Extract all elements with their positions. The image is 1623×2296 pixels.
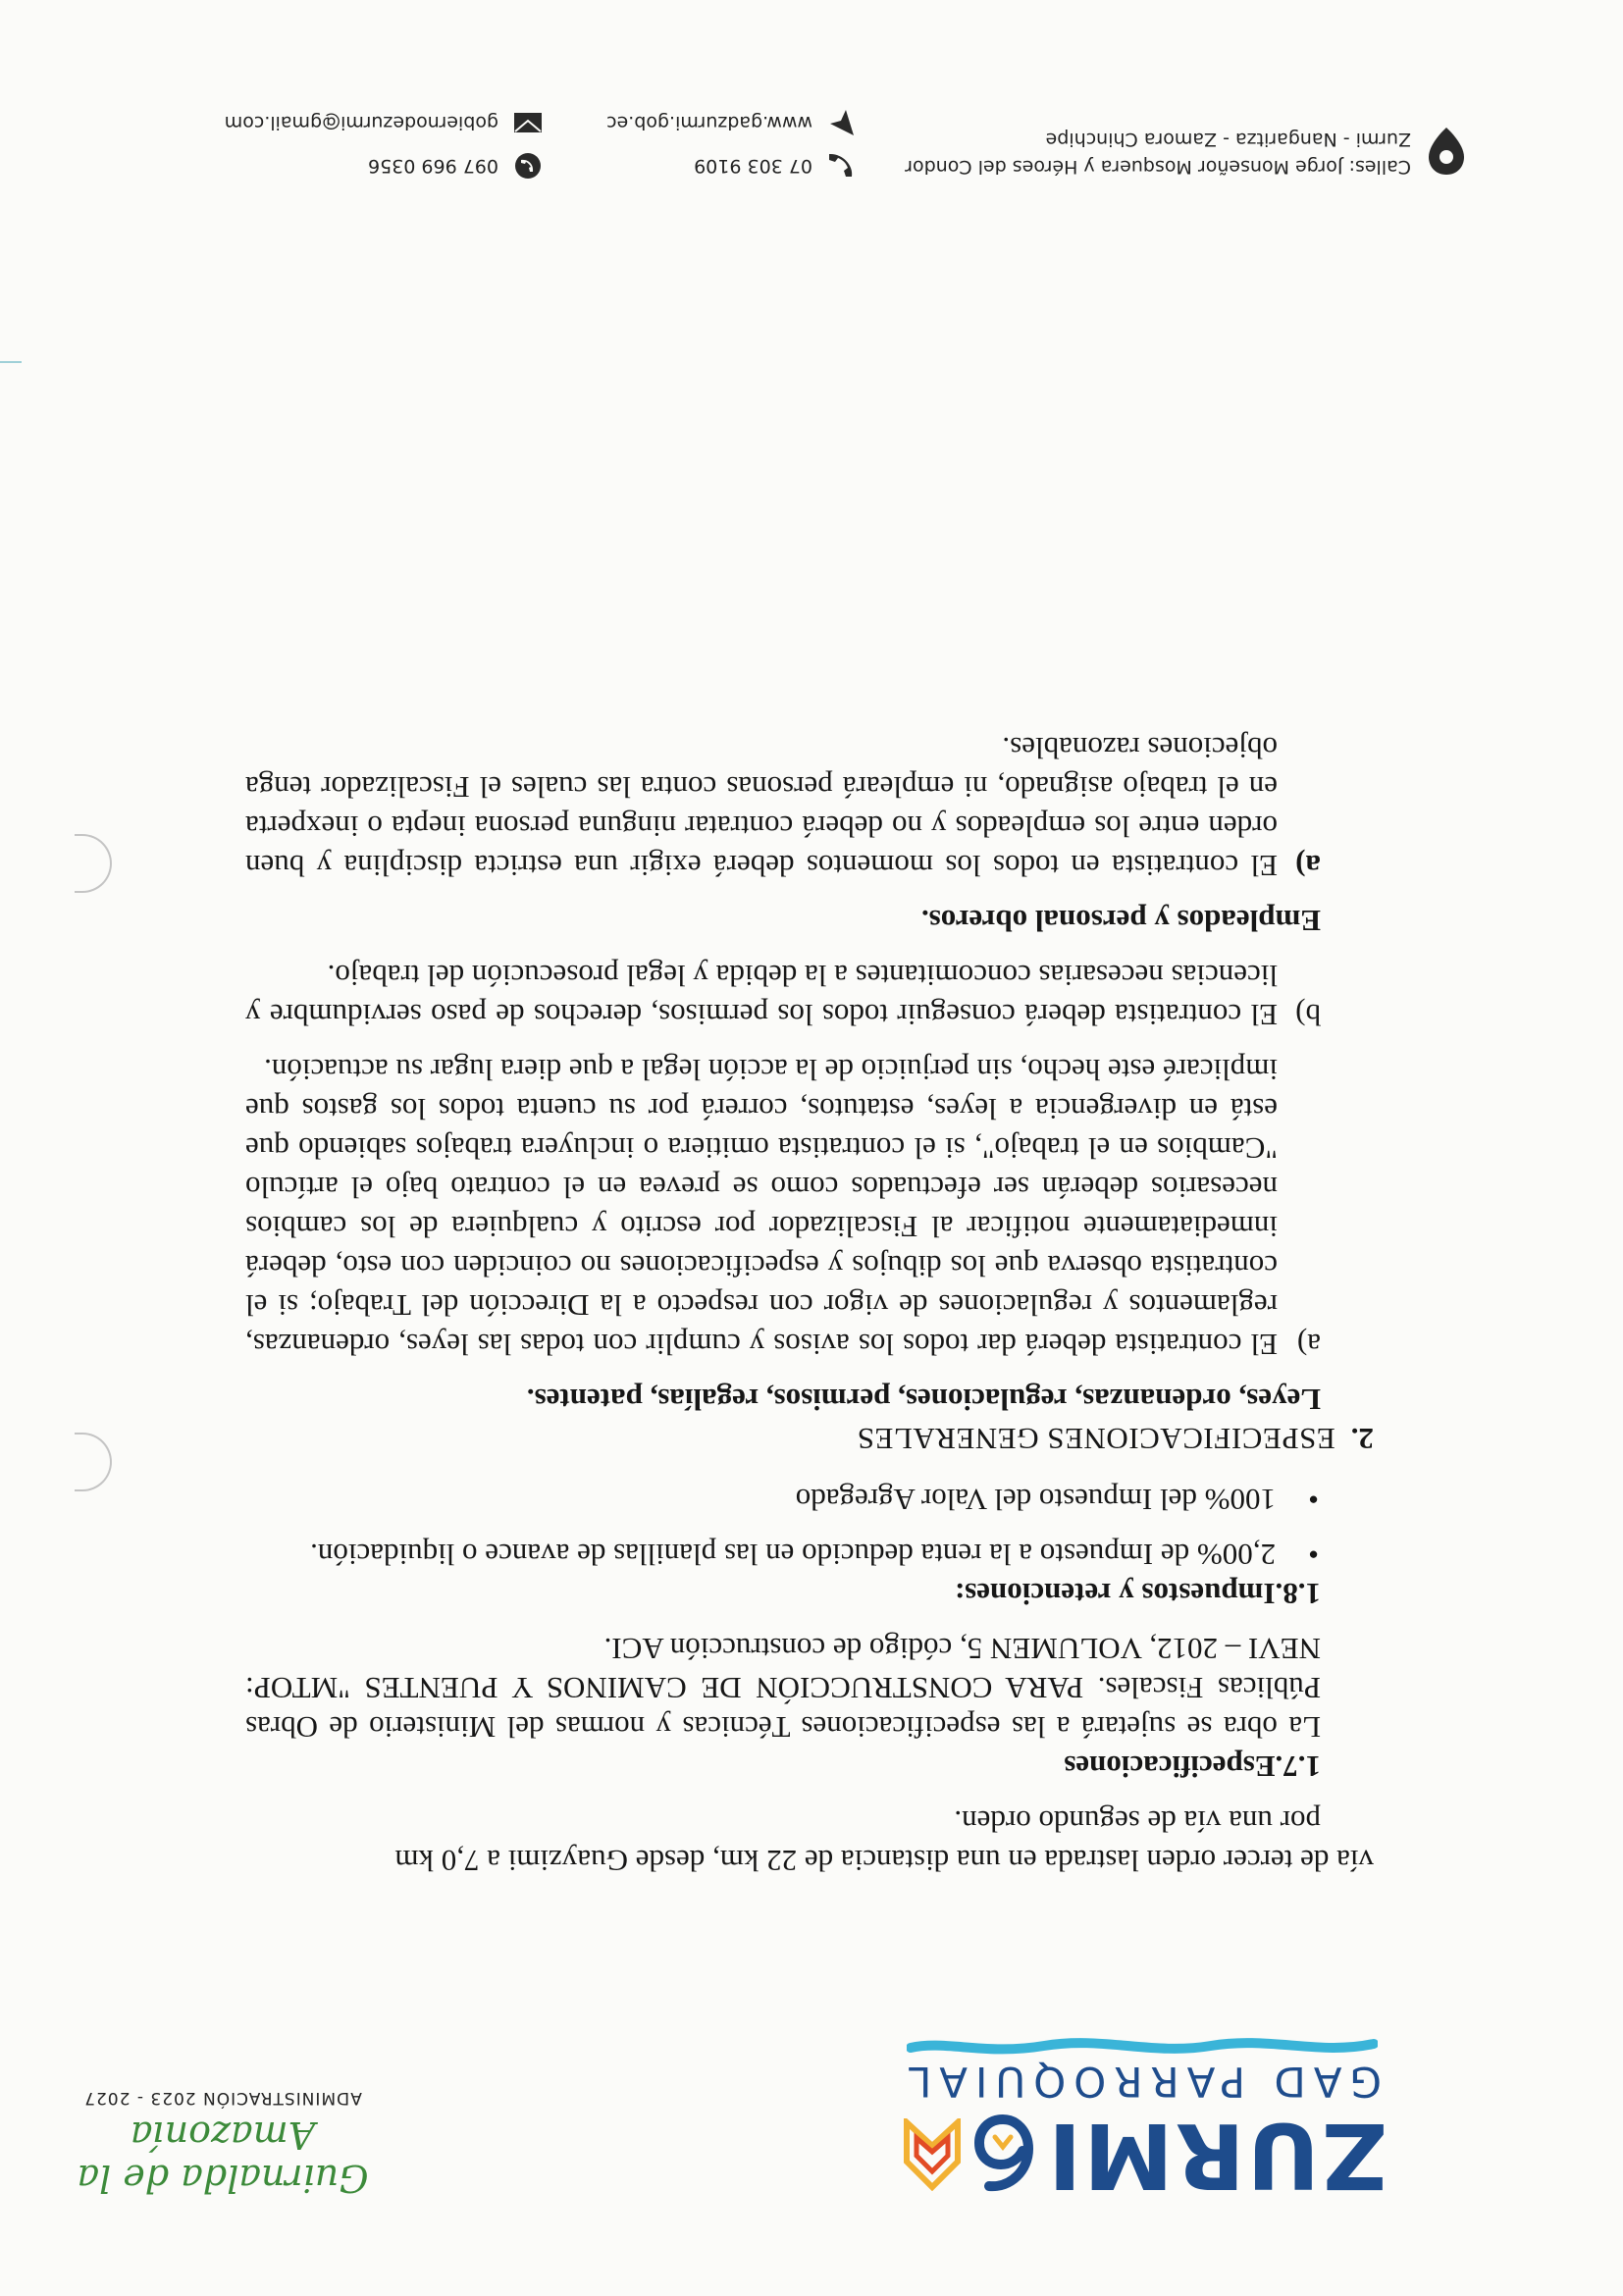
list-item-renta: • 2,00% de Impuesto a la renta deducido en las planillas de avance o liquidación. [245, 1535, 1321, 1574]
item-text: El contratista deberá dar todos los avisos y cumplir con todas las leyes, ordenanzas, reglamentos y regulaciones de vigor con respecto a la Dirección del Trabajo; si el contratista observa que los dibujos y especificaciones no coinciden con esto, deberá inmediatamente notificar al Fiscalizador por escrito y cualquiera de los cambios necesarios deberán ser efectuados como se prevea en el contrato bajo el artículo "Cambios en el trabajo", si el contratista omitiera o incluyera trabajos sabiendo que está en divergencia a leyes, estatutos, correrá por su cuenta todos los gastos que implicaré este hecho, sin perjuicio de la acción legal a que diera lugar su actuación. [245, 1053, 1278, 1362]
punch-hole [75, 1433, 112, 1491]
heading-1-7: 1.7.Especificaciones [1064, 1749, 1321, 1784]
heading-2 [245, 1419, 1374, 1458]
item-label: a) [1295, 849, 1321, 883]
footer-address [905, 126, 1466, 181]
mail-icon [512, 108, 544, 137]
email-address[interactable]: gobiernodezurmi@gmail.com [224, 112, 498, 133]
whatsapp-icon [512, 151, 544, 181]
phone-icon [826, 151, 858, 181]
list-item-a [245, 1050, 1321, 1364]
heading-2-number: 2. [1350, 1422, 1374, 1456]
paragraph-road-1: vía de tercer orden lastrada en una distancia de 22 km, desde Guayzimi a 7,0 km [394, 1844, 1374, 1878]
leaf-chevron-icon [903, 2118, 962, 2191]
item-label: a) [1296, 1328, 1321, 1362]
tagline-block [0, 2088, 445, 2200]
logo-six-icon [971, 2113, 1040, 2196]
website-link[interactable]: www.gadzurmi.gob.ec [606, 112, 812, 133]
location-pin-icon [1427, 126, 1466, 177]
tagline: Guirnalda de la Amazonía [77, 2113, 369, 2200]
item-text: El contratista en todos los momentos deberá exigir una estricta disciplina y buen orden entre los empleados y no deberá contratar ninguna persona inepta o inexperta en el trabajo asignado, ni empleará personas contra las cuales el Fiscalizador tenga objeciones razonables. [245, 731, 1278, 883]
heading-2-title: ESPECIFICACIONES GENERALES [857, 1422, 1335, 1456]
punch-hole [75, 834, 112, 893]
wave-icon [907, 2034, 1378, 2058]
whatsapp-number: 097 969 0356 [368, 155, 498, 177]
paragraph-specifications: La obra se sujetará a las especificaciones Técnicas y normas del Ministerio de Obras Públicas Fiscales. PARA CONSTRUCCIÓN DE CAMINOS Y PUENTES "MTOP: NEVI – 2012, VOLUMEN 5, código de construcción ACI. [245, 1632, 1321, 1745]
item-label: b) [1295, 998, 1321, 1032]
list-item-employees-a [245, 728, 1321, 885]
subheading-employees: Empleados y personal obreros. [920, 904, 1321, 938]
item-text: El contratista deberá conseguir todos los permisos, derechos de paso servidumbre y licencias necesarias concomitantes a la debida y legal prosecución del trabajo. [245, 959, 1278, 1032]
list-item-b [245, 956, 1321, 1034]
administration-period: ADMINISTRACIÓN 2023 - 2027 [83, 2088, 362, 2108]
list-item-iva: • 100% del Impuesto del Valor Agregado [245, 1480, 1321, 1519]
edge-mark [0, 361, 22, 363]
footer-contact-web [606, 94, 858, 181]
document-body [245, 728, 1374, 1880]
footer-contact-mail [225, 94, 544, 181]
logo-word: ZURMI [1045, 2103, 1387, 2208]
cursor-icon [826, 108, 858, 137]
heading-1-8: 1.8.Impuestos y retenciones: [954, 1577, 1321, 1611]
logo [900, 2029, 1387, 2208]
paragraph-road-2: por una vía de segundo orden. [954, 1804, 1321, 1839]
address-line-2: Zurmi - Nangaritza - Zamora Chinchipe [1045, 129, 1411, 150]
address-line-1: Calles: Jorge Monseñor Mosquera y Héroes del Condor [905, 156, 1411, 178]
subheading-laws: Leyes, ordenanzas, regulaciones, permisos, regalías, patentes. [526, 1383, 1321, 1417]
phone-number: 07 303 9109 [694, 155, 812, 177]
logo-subtitle: GAD PARROQUIAL [900, 2058, 1382, 2106]
